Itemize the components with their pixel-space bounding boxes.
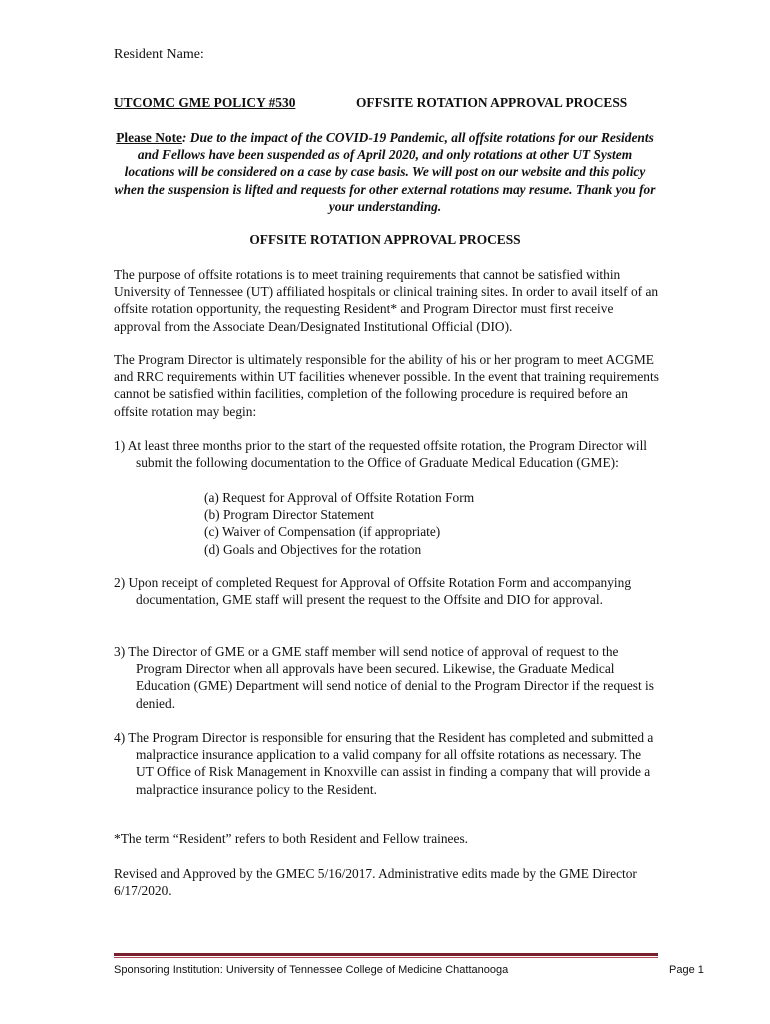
policy-number: UTCOMC GME POLICY #530 — [114, 95, 296, 110]
revision-note: Revised and Approved by the GMEC 5/16/2017. Administrative edits made by the GME Director 6/17/2020. — [114, 866, 637, 899]
document-item: (c) Waiver of Compensation (if appropriate) — [204, 524, 441, 540]
covid-notice — [114, 129, 656, 215]
document-item: (b) Program Director Statement — [204, 507, 374, 523]
document-list — [204, 489, 474, 558]
document-item: (d) Goals and Objectives for the rotation — [204, 541, 422, 557]
step-3: 3) The Director of GME or a GME staff member will send notice of approval of request to the Program Director when all approvals have been secured. Likewise, the Graduate Medical Education (GME) Department will send notice of denial to the Program Director if the request is denied. — [114, 644, 654, 711]
footer-divider-thin — [114, 957, 658, 958]
responsibility-paragraph: The Program Director is ultimately responsible for the ability of his or her program to meet ACGME and RRC requirements within UT facilities whenever possible. In the event that training requirements cannot be satisfied within facilities, completion of the following procedure is required before an offsite rotation may begin: — [114, 352, 659, 419]
policy-header — [114, 95, 659, 111]
document-item: (a) Request for Approval of Offsite Rotation Form — [204, 490, 475, 505]
section-heading: OFFSITE ROTATION APPROVAL PROCESS — [249, 232, 521, 247]
purpose-paragraph: The purpose of offsite rotations is to meet training requirements that cannot be satisfied within University of Tennessee (UT) affiliated hospitals or clinical training sites. In order to avail itself of an offsite rotation opportunity, the requesting Resident* and Program Director must first receive approval from the Associate Dean/Designated Institutional Official (DIO). — [114, 267, 659, 334]
step-1: 1) At least three months prior to the start of the requested offsite rotation, the Program Director will submit the following documentation to the Office of Graduate Medical Education (GME): — [114, 438, 648, 471]
page-number: Page 1 — [669, 964, 704, 976]
footer-institution: Sponsoring Institution: University of Tennessee College of Medicine Chattanooga — [114, 964, 509, 976]
footer-divider — [114, 953, 658, 956]
notice-text: : Due to the impact of the COVID-19 Pandemic, all offsite rotations for our Residents and Fellows have been suspended as of April 2020, and only rotations at other UT System locations will be considered on a case by case basis. We will post on our website and this policy when the suspension is lifted and requests for other external rotations may resume. Thank you for your understanding. — [114, 130, 656, 214]
resident-name-label: Resident Name: — [114, 47, 204, 62]
step-2: 2) Upon receipt of completed Request for Approval of Offsite Rotation Form and accompanying documentation, GME staff will present the request to the Offsite and DIO for approval. — [114, 575, 632, 608]
step-4: 4) The Program Director is responsible for ensuring that the Resident has completed and submitted a malpractice insurance application to a valid company for all offsite rotations as necessary. The UT Office of Risk Management in Knoxville can assist in finding a company that will provide a malpractice insurance policy to the Resident. — [114, 730, 654, 797]
policy-title: OFFSITE ROTATION APPROVAL PROCESS — [356, 95, 628, 110]
notice-label: Please Note — [116, 130, 182, 145]
resident-footnote: *The term “Resident” refers to both Resident and Fellow trainees. — [114, 831, 469, 846]
